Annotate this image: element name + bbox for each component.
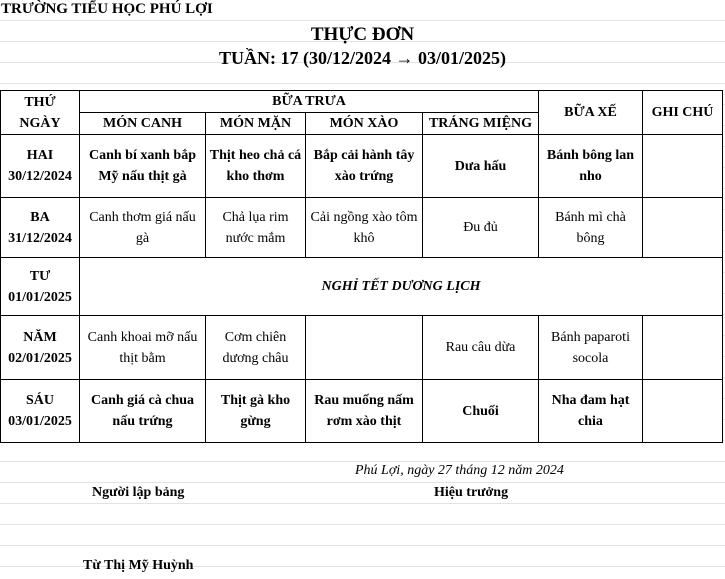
header-note: GHI CHÚ — [643, 91, 723, 135]
header-snack: BỮA XẾ — [539, 91, 643, 135]
day-cell: NĂM 02/01/2025 — [1, 316, 80, 380]
note-cell — [643, 380, 723, 443]
week-subtitle: TUẦN: 17 (30/12/2024 → 03/01/2025) — [219, 48, 506, 68]
soup-cell: Canh giá cà chua nấu trứng — [80, 380, 206, 443]
soup-cell: Canh bí xanh bắp Mỹ nấu thịt gà — [80, 135, 206, 198]
day-cell: SÁU 03/01/2025 — [1, 380, 80, 443]
snack-cell: Bánh bông lan nho — [539, 135, 643, 198]
dessert-cell: Rau câu dừa — [423, 316, 539, 380]
header-soup: MÓN CANH — [80, 113, 206, 135]
table-row — [1, 135, 723, 198]
place-date: Phú Lợi, ngày 27 tháng 12 năm 2024 — [355, 463, 564, 478]
header-lunch: BỮA TRƯA — [80, 91, 539, 113]
principal-label: Hiệu trưởng — [434, 485, 509, 500]
stirfry-cell: Rau muống nấm rơm xào thịt — [306, 380, 423, 443]
creator-label: Người lập bảng — [92, 485, 185, 500]
header-salty: MÓN MẶN — [206, 113, 306, 135]
table-row — [1, 258, 723, 316]
header-row-1 — [1, 91, 723, 113]
stirfry-cell: Bắp cải hành tây xào trứng — [306, 135, 423, 198]
menu-title: THỰC ĐƠN — [310, 24, 415, 45]
header-stirfry: MÓN XÀO — [306, 113, 423, 135]
school-name: TRƯỜNG TIỂU HỌC PHÚ LỢI — [1, 1, 213, 17]
salty-cell: Thịt gà kho gừng — [206, 380, 306, 443]
salty-cell: Chả lụa rim nước mắm — [206, 198, 306, 258]
holiday-cell: NGHỈ TẾT DƯƠNG LỊCH — [80, 258, 723, 316]
snack-cell: Nha đam hạt chia — [539, 380, 643, 443]
soup-cell: Canh khoai mỡ nấu thịt bằm — [80, 316, 206, 380]
header-day: THỨ NGÀY — [1, 91, 80, 135]
creator-name: Từ Thị Mỹ Huỳnh — [83, 558, 194, 573]
note-cell — [643, 316, 723, 380]
dessert-cell: Dưa hấu — [423, 135, 539, 198]
note-cell — [643, 135, 723, 198]
table-row — [1, 198, 723, 258]
stirfry-cell — [306, 316, 423, 380]
snack-cell: Bánh paparoti socola — [539, 316, 643, 380]
note-cell — [643, 198, 723, 258]
day-cell: BA 31/12/2024 — [1, 198, 80, 258]
snack-cell: Bánh mì chà bông — [539, 198, 643, 258]
menu-table — [0, 90, 723, 443]
salty-cell: Thịt heo chả cá kho thơm — [206, 135, 306, 198]
day-cell: HAI 30/12/2024 — [1, 135, 80, 198]
table-row — [1, 380, 723, 443]
dessert-cell: Đu đủ — [423, 198, 539, 258]
soup-cell: Canh thơm giá nấu gà — [80, 198, 206, 258]
stirfry-cell: Cải ngồng xào tôm khô — [306, 198, 423, 258]
dessert-cell: Chuối — [423, 380, 539, 443]
table-row — [1, 316, 723, 380]
day-cell: TƯ 01/01/2025 — [1, 258, 80, 316]
header-dessert: TRÁNG MIỆNG — [423, 113, 539, 135]
salty-cell: Cơm chiên dương châu — [206, 316, 306, 380]
